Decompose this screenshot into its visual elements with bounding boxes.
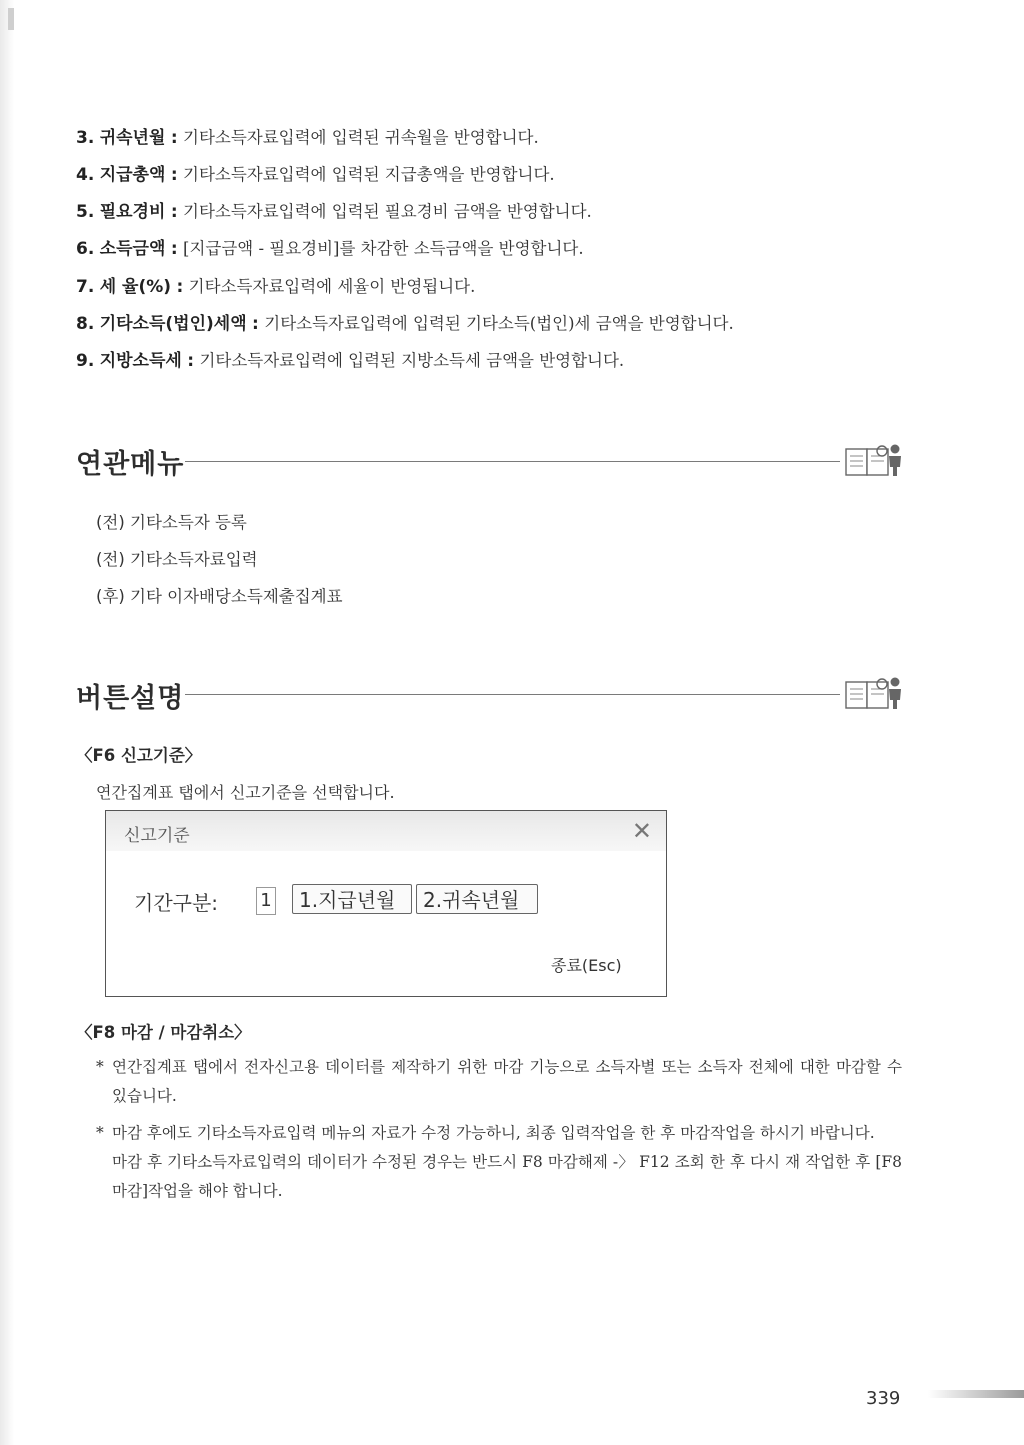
item-number: 7. — [76, 277, 95, 297]
item-desc: 기타소득자료입력에 입력된 필요경비 금액을 반영합니다. — [183, 202, 592, 221]
item-number: 4. — [76, 165, 95, 185]
bullet-star: * — [96, 1124, 104, 1142]
item-label: 지급총액 — [99, 165, 166, 185]
dialog-title: 신고기준 — [124, 826, 190, 846]
item-number: 8. — [76, 314, 95, 334]
payment-month-button[interactable]: 1.지급년월 — [292, 884, 412, 914]
exit-button[interactable]: 종료(Esc) — [551, 956, 622, 975]
item-label: 기타소득(법인)세액 — [99, 314, 247, 334]
item-5 — [76, 201, 592, 223]
related-item: (전) 기타소득자 등록 — [96, 513, 247, 532]
period-type-input[interactable]: 1 — [256, 887, 276, 915]
item-label: 세 율(%) — [99, 277, 172, 297]
item-colon: : — [176, 277, 184, 297]
item-label: 지방소득세 — [99, 351, 182, 371]
related-item: (후) 기타 이자배당소득제출집계표 — [96, 587, 343, 606]
note-text: 마감 후 기타소득자료입력의 데이터가 수정된 경우는 반드시 F8 마감해제 -〉 F12 조회 한 후 다시 재 작업한 후 [F8 마감]작업을 해야 합니다. — [112, 1153, 902, 1200]
item-label: 소득금액 — [99, 239, 166, 259]
item-4 — [76, 164, 555, 186]
page-number: 339 — [866, 1388, 901, 1409]
item-number: 3. — [76, 128, 95, 148]
item-desc: 기타소득자료입력에 세율이 반영됩니다. — [188, 277, 476, 296]
page-number-bar — [928, 1390, 1024, 1398]
bullet-star: * — [96, 1058, 104, 1076]
spine-mark — [8, 8, 14, 30]
attribution-month-button[interactable]: 2.귀속년월 — [416, 884, 538, 914]
item-desc: 기타소득자료입력에 입력된 귀속월을 반영합니다. — [183, 128, 539, 147]
related-menu-title: 연관메뉴 — [76, 449, 185, 480]
section-divider — [185, 461, 840, 462]
report-criteria-dialog — [105, 810, 667, 997]
item-number: 6. — [76, 239, 95, 259]
note-text: 연간집계표 탭에서 전자신고용 데이터를 제작하기 위한 마감 기능으로 소득자별 또는 소득자 전체에 대한 마감할 수 있습니다. — [112, 1058, 902, 1105]
period-type-label: 기간구분: — [134, 891, 219, 915]
book-reader-icon — [845, 676, 903, 710]
book-reader-icon — [845, 443, 903, 477]
note-2 — [96, 1119, 902, 1206]
item-colon: : — [187, 351, 195, 371]
close-icon[interactable]: ✕ — [631, 817, 652, 845]
item-9 — [76, 350, 624, 372]
item-colon: : — [170, 202, 178, 222]
item-desc: 기타소득자료입력에 입력된 지급총액을 반영합니다. — [183, 165, 555, 184]
related-item: (전) 기타소득자료입력 — [96, 550, 258, 569]
note-text: 마감 후에도 기타소득자료입력 메뉴의 자료가 수정 가능하니, 최종 입력작업을 한 후 마감작업을 하시기 바랍니다. — [112, 1124, 875, 1142]
item-colon: : — [252, 314, 259, 334]
item-number: 5. — [76, 202, 95, 222]
item-8 — [76, 313, 734, 335]
page-spine-shadow — [0, 0, 14, 1445]
item-label: 귀속년월 — [99, 128, 166, 148]
item-colon: : — [170, 165, 178, 185]
item-desc: 기타소득자료입력에 입력된 지방소득세 금액을 반영합니다. — [199, 351, 625, 370]
note-1 — [96, 1053, 902, 1111]
f6-title: 〈F6 신고기준〉 — [76, 746, 202, 765]
section-divider — [185, 694, 840, 695]
item-desc: 기타소득자료입력에 입력된 기타소득(법인)세 금액을 반영합니다. — [264, 314, 734, 333]
button-description-title: 버튼설명 — [76, 683, 185, 714]
f8-title: 〈F8 마감 / 마감취소〉 — [76, 1023, 251, 1042]
item-colon: : — [170, 128, 178, 148]
item-colon: : — [170, 239, 178, 259]
dialog-header — [106, 811, 666, 851]
item-6 — [76, 238, 584, 260]
f6-description: 연간집계표 탭에서 신고기준을 선택합니다. — [96, 783, 395, 802]
item-number: 9. — [76, 351, 95, 371]
item-7 — [76, 276, 475, 298]
item-3 — [76, 127, 539, 149]
item-label: 필요경비 — [99, 202, 166, 222]
item-desc: [지급금액 - 필요경비]를 차감한 소득금액을 반영합니다. — [183, 239, 584, 258]
